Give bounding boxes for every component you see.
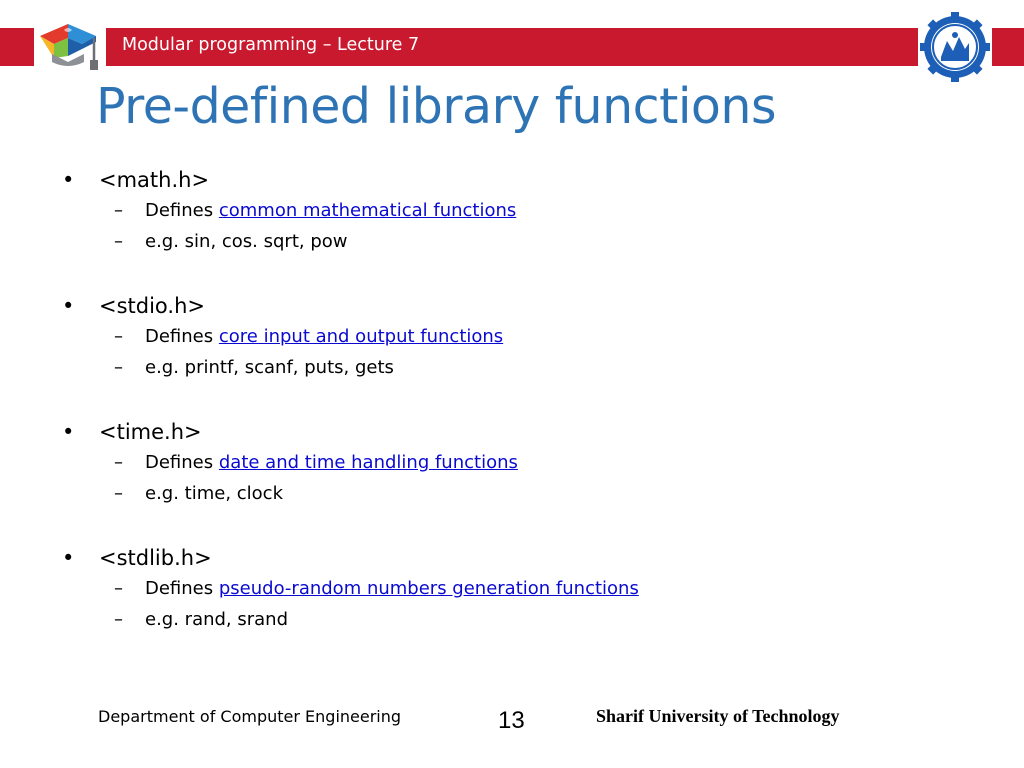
example-text: e.g. time, clock — [145, 483, 284, 504]
sub-item-defines — [114, 200, 516, 221]
link-pseudo-random-numbers-generation-functions[interactable]: pseudo-random numbers generation functions — [218, 578, 639, 599]
link-core-input-output-functions[interactable]: core input and output functions — [218, 326, 504, 347]
bullet-label: <stdlib.h> — [99, 546, 212, 570]
bullet-glyph: • — [62, 168, 75, 192]
bullet-glyph: • — [62, 546, 75, 570]
sub-item-example — [114, 231, 348, 252]
sub-item-example — [114, 483, 283, 504]
dash-glyph: – — [114, 609, 123, 630]
sub-item-defines — [114, 578, 639, 599]
defines-prefix: Defines — [145, 452, 219, 473]
example-text: e.g. rand, srand — [145, 609, 289, 630]
bullet-glyph: • — [62, 420, 75, 444]
header-title: Modular programming – Lecture 7 — [122, 35, 420, 55]
footer-university: Sharif University of Technology — [596, 706, 840, 726]
dash-glyph: – — [114, 452, 123, 473]
dash-glyph: – — [114, 578, 123, 599]
page-number: 13 — [498, 707, 525, 734]
footer-department: Department of Computer Engineering — [98, 707, 402, 726]
bullet-stdio — [62, 294, 205, 318]
bullet-label: <math.h> — [99, 168, 210, 192]
sub-item-example — [114, 357, 394, 378]
sub-item-defines — [114, 326, 503, 347]
bullet-label: <time.h> — [99, 420, 202, 444]
dash-glyph: – — [114, 231, 123, 252]
dash-glyph: – — [114, 357, 123, 378]
university-seal-logo — [918, 12, 992, 82]
example-text: e.g. sin, cos. sqrt, pow — [145, 231, 348, 252]
defines-prefix: Defines — [145, 326, 219, 347]
link-common-mathematical-functions[interactable]: common mathematical functions — [218, 200, 517, 221]
bullet-stdlib — [62, 546, 212, 570]
bullet-time — [62, 420, 202, 444]
bullet-label: <stdio.h> — [99, 294, 205, 318]
dash-glyph: – — [114, 326, 123, 347]
slide-title: Pre-defined library functions — [96, 78, 776, 135]
sub-item-defines — [114, 452, 518, 473]
defines-prefix: Defines — [145, 578, 219, 599]
defines-prefix: Defines — [145, 200, 219, 221]
link-date-time-handling-functions[interactable]: date and time handling functions — [218, 452, 518, 473]
sub-item-example — [114, 609, 288, 630]
bullet-glyph: • — [62, 294, 75, 318]
dash-glyph: – — [114, 200, 123, 221]
dash-glyph: – — [114, 483, 123, 504]
bullet-math — [62, 168, 209, 192]
example-text: e.g. printf, scanf, puts, gets — [145, 357, 394, 378]
puzzle-cap-logo — [34, 16, 106, 76]
